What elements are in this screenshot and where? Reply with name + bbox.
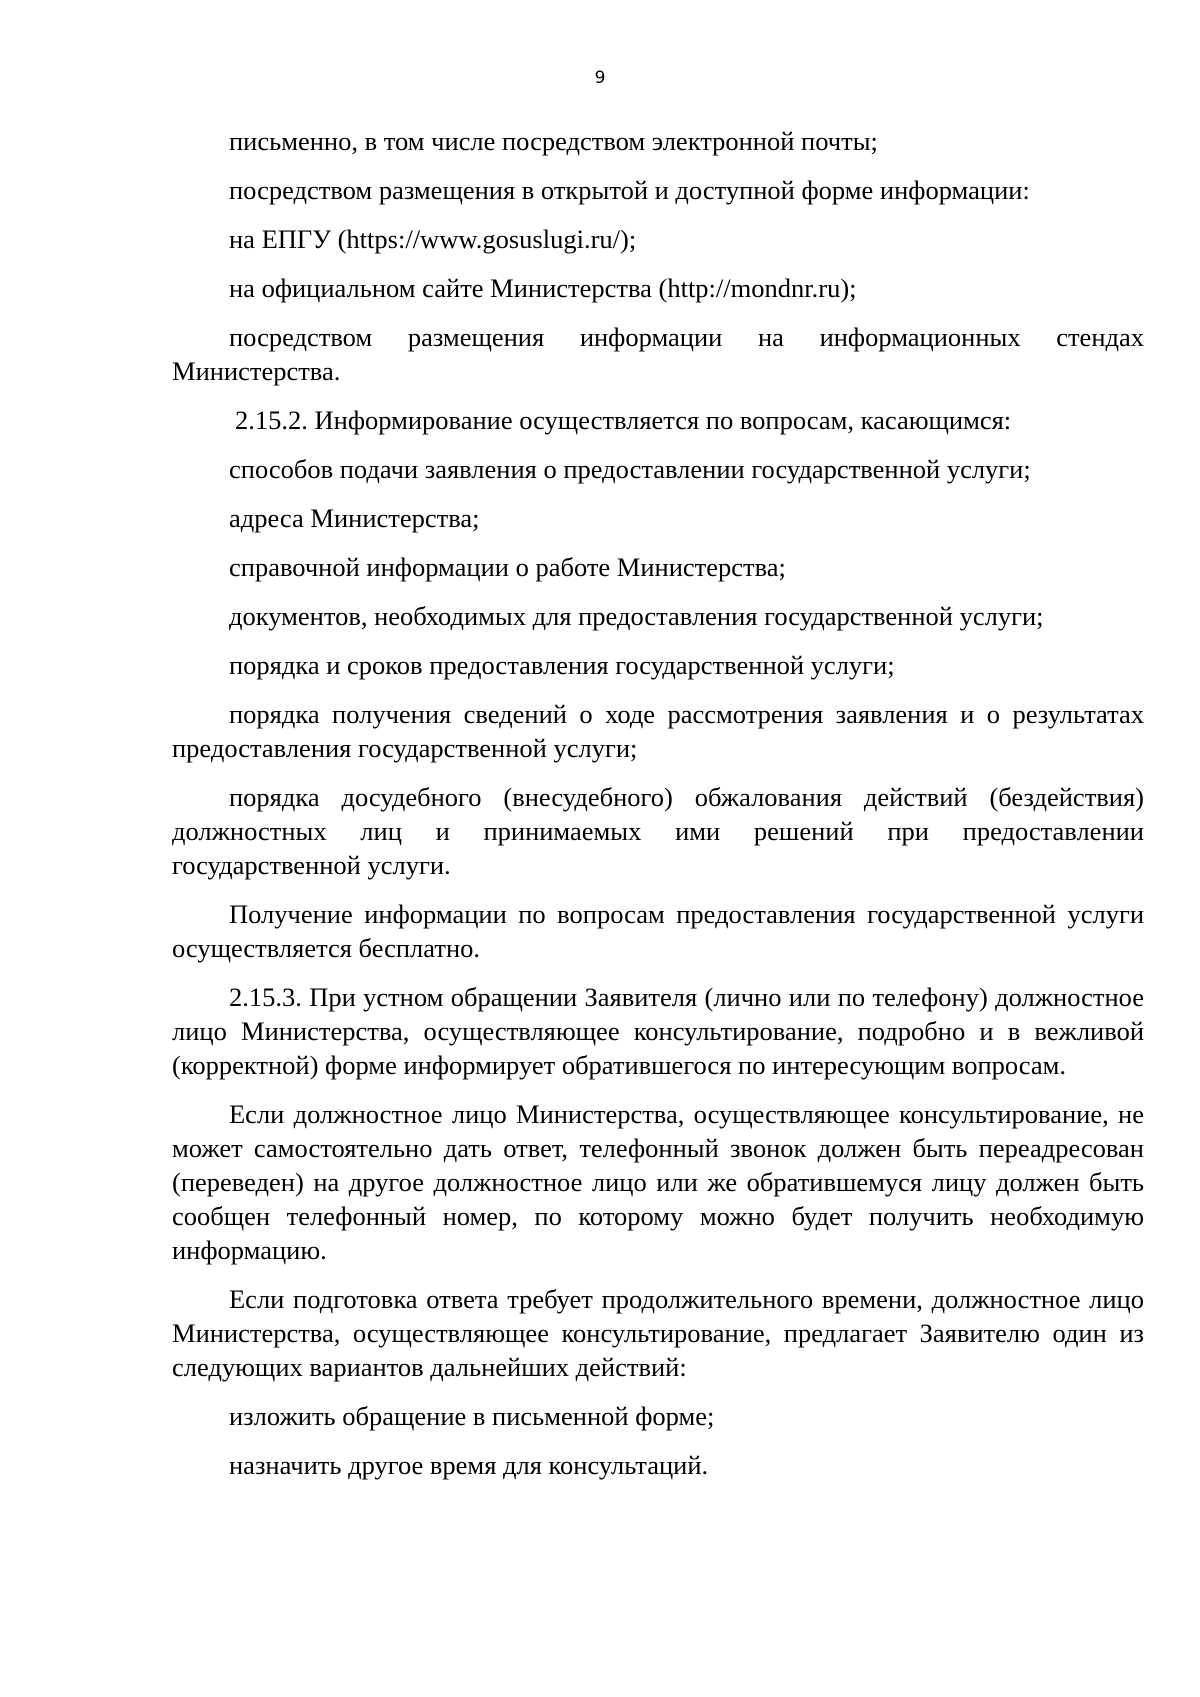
paragraph: способов подачи заявления о предоставлении государственной услуги; (229, 454, 1031, 484)
page-number: 9 (594, 68, 606, 88)
paragraph: назначить другое время для консультаций. (229, 1450, 709, 1480)
paragraph: посредством размещения в открытой и доступной форме информации: (229, 175, 1030, 205)
paragraph: Если должностное лицо Министерства, осуществляющее консультирование, не может самостоятельно дать ответ, телефонный звонок должен быть переадресован (переведен) на другое должностное лицо или же обратившемуся лицу должен быть сообщен телефонный номер, по которому можно будет получить необходимую информацию. (172, 1099, 1144, 1265)
paragraph: справочной информации о работе Министерства; (229, 552, 786, 582)
paragraph: документов, необходимых для предоставления государственной услуги; (229, 601, 1044, 631)
paragraph: порядка и сроков предоставления государственной услуги; (229, 650, 895, 680)
paragraph: порядка получения сведений о ходе рассмотрения заявления и о результатах предоставления государственной услуги; (172, 699, 1144, 763)
section-paragraph-2-15-2: 2.15.2. Информирование осуществляется по вопросам, касающимся: (235, 405, 1012, 435)
paragraph: порядка досудебного (внесудебного) обжалования действий (бездействия) должностных лиц и принимаемых ими решений при предоставлении государственной услуги. (172, 782, 1144, 880)
paragraph: Если подготовка ответа требует продолжительного времени, должностное лицо Министерства, осуществляющее консультирование, предлагает Заявителю один из следующих вариантов дальнейших действий: (172, 1284, 1144, 1382)
paragraph: на официальном сайте Министерства (http://mondnr.ru); (229, 273, 857, 303)
paragraph: на ЕПГУ (https://www.gosuslugi.ru/); (229, 224, 637, 254)
paragraph: изложить обращение в письменной форме; (229, 1401, 715, 1431)
paragraph: посредством размещения информации на информационных стендах Министерства. (172, 322, 1144, 386)
paragraph: адреса Министерства; (229, 503, 480, 533)
document-body (172, 124, 1144, 1497)
paragraph: Получение информации по вопросам предоставления государственной услуги осуществляется бесплатно. (172, 899, 1144, 963)
section-paragraph-2-15-3: 2.15.3. При устном обращении Заявителя (лично или по телефону) должностное лицо Министерства, осуществляющее консультирование, подробно и в вежливой (корректной) форме информирует обратившегося по интересующим вопросам. (172, 982, 1144, 1080)
paragraph: письменно, в том числе посредством электронной почты; (229, 126, 878, 156)
